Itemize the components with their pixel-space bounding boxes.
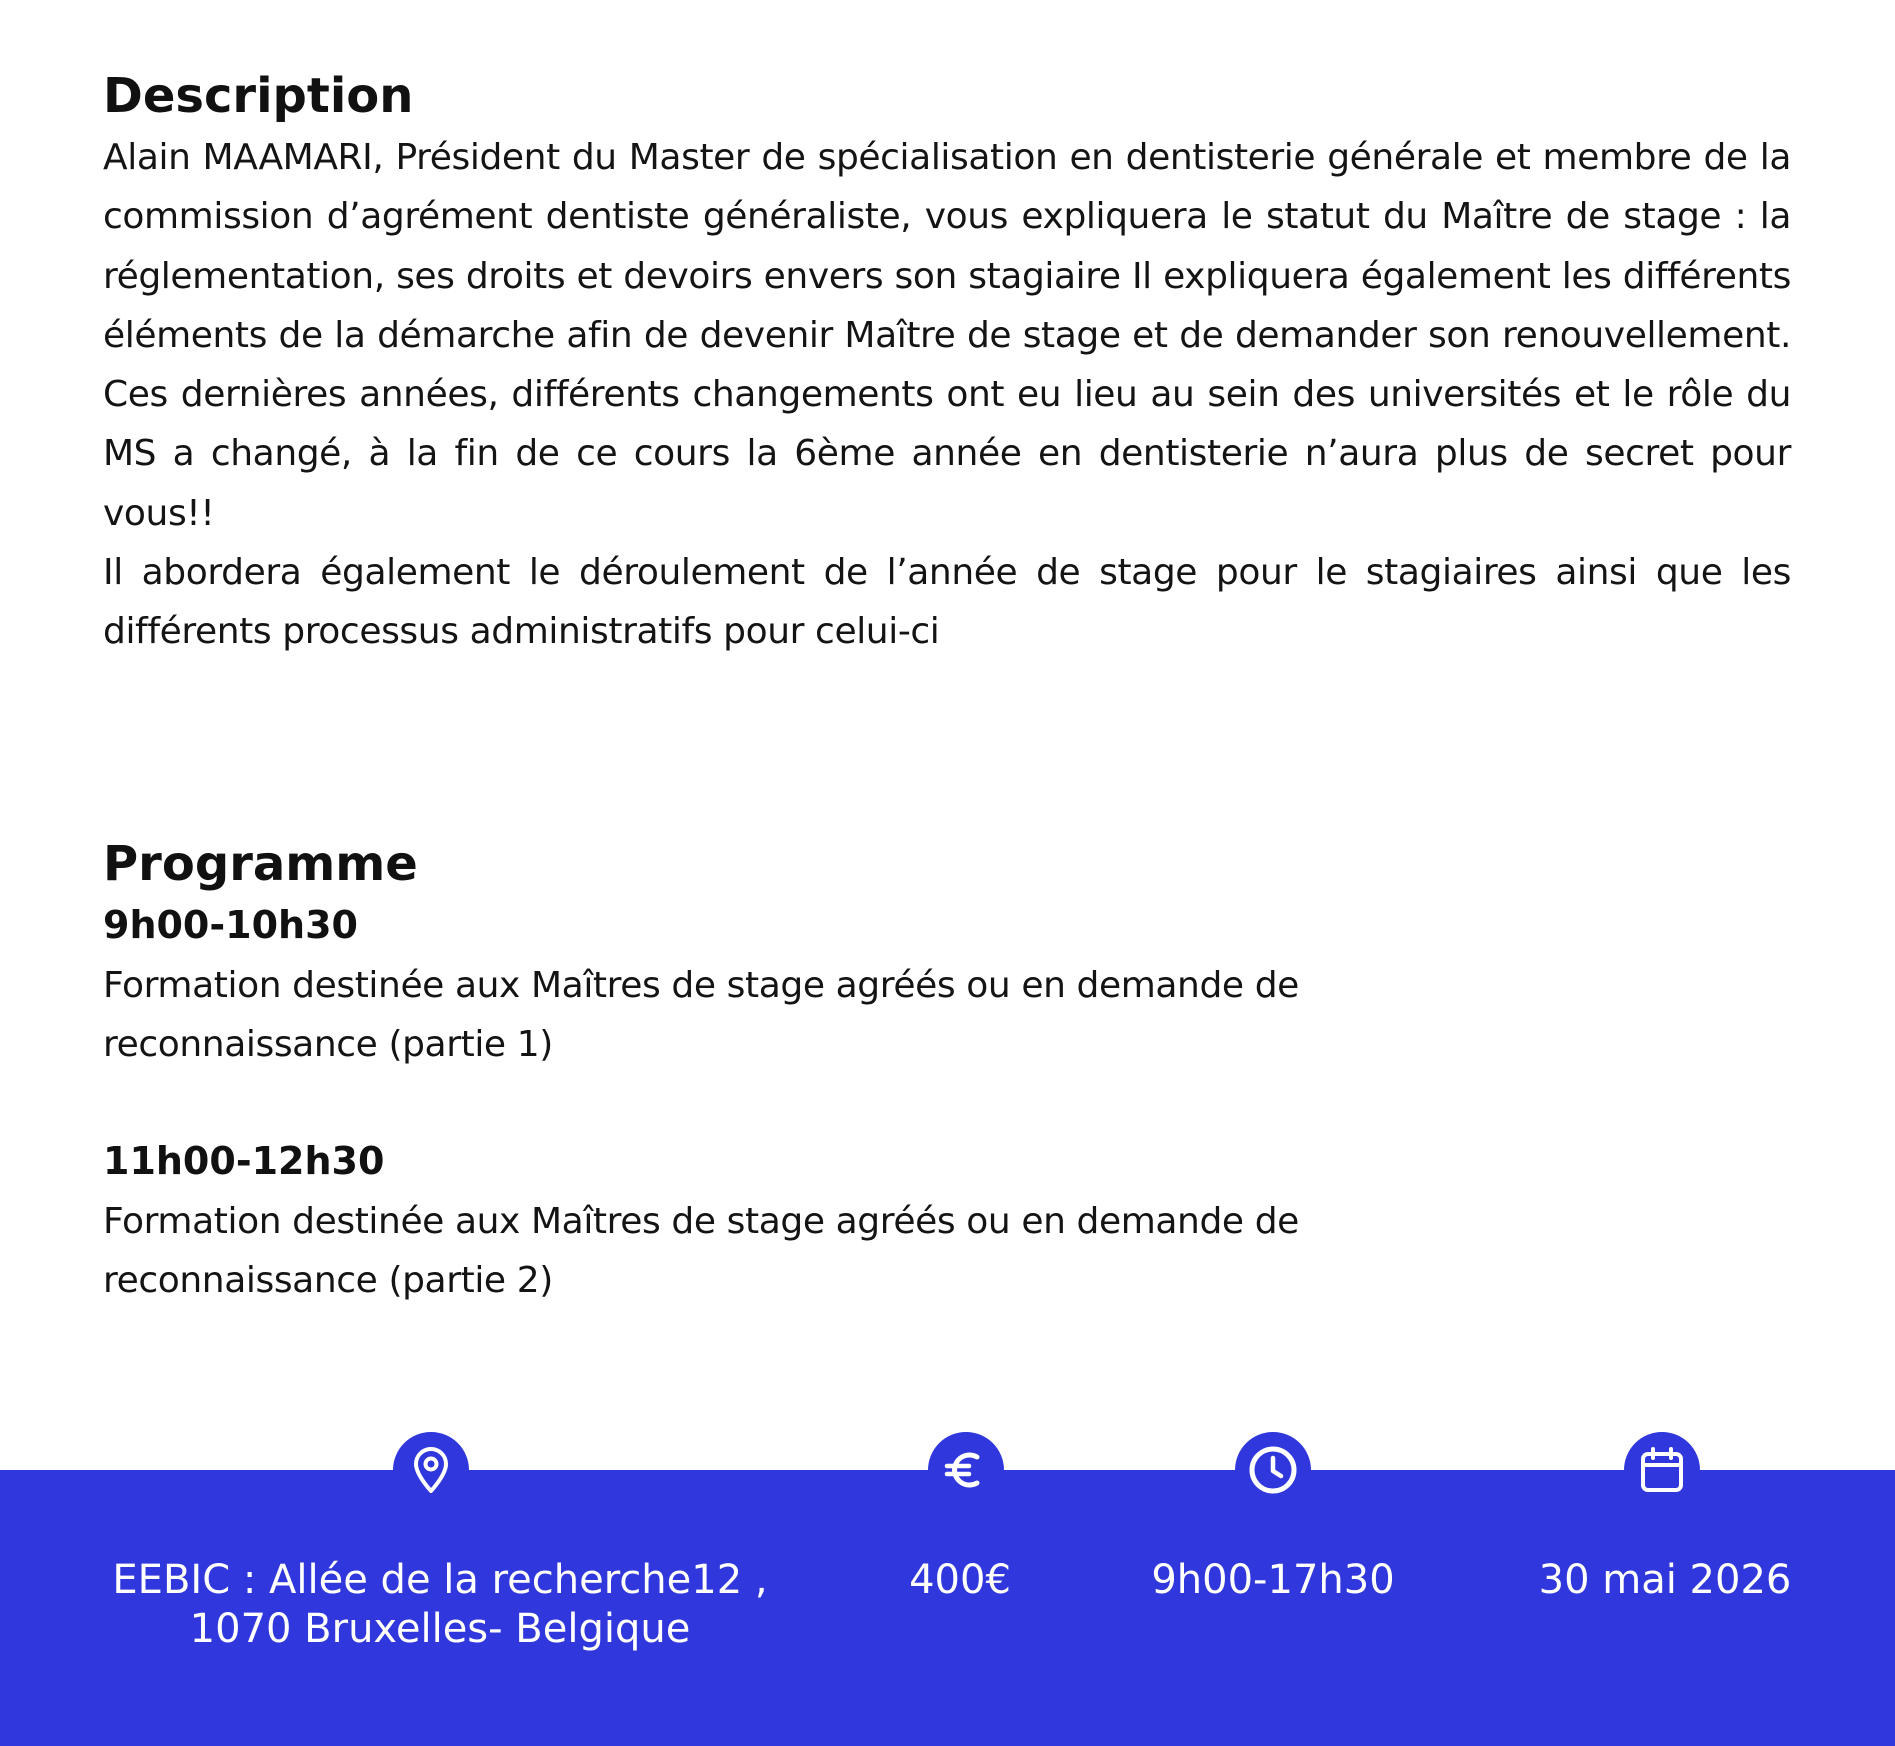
event-location [40, 1556, 840, 1654]
event-date: 30 mai 2026 [1538, 1557, 1792, 1603]
map-pin-icon [393, 1432, 469, 1508]
calendar-icon [1624, 1432, 1700, 1508]
location-line: 1070 Bruxelles- Belgique [189, 1606, 691, 1652]
description-paragraph: Il abordera également le déroulement de l’année de stage pour le stagiaires ainsi que les différents processus administratifs pour celui-ci [103, 552, 1791, 653]
programme-slot-time: 9h00-10h30 [103, 903, 358, 947]
euro-icon [928, 1432, 1004, 1508]
programme-slot-description: Formation destinée aux Maîtres de stage agréés ou en demande de reconnaissance (partie 1) [103, 965, 1299, 1065]
programme-slot-description: Formation destinée aux Maîtres de stage agréés ou en demande de reconnaissance (partie 2) [103, 1201, 1299, 1301]
programme-slot-time: 11h00-12h30 [103, 1139, 385, 1183]
description-body [103, 128, 1791, 662]
description-title: Description [103, 68, 414, 124]
programme-title: Programme [103, 836, 418, 892]
event-hours: 9h00-17h30 [1151, 1557, 1395, 1603]
event-price: 400€ [909, 1557, 1011, 1603]
description-paragraph: Alain MAAMARI, Président du Master de spécialisation en dentisterie générale et membre de la commission d’agrément dentiste généraliste, vous expliquera le statut du Maître de stage : la réglementation, ses droits et devoirs envers son stagiaire Il expliquera également les différents éléments de la démarche afin de devenir Maître de stage et de demander son renouvellement. Ces dernières années, différents changements ont eu lieu au sein des universités et le rôle du MS a changé, à la fin de ce cours la 6ème année en dentisterie n’aura plus de secret pour vous!! [103, 137, 1791, 534]
location-line: EEBIC : Allée de la recherche12 , [112, 1557, 768, 1603]
clock-icon [1235, 1432, 1311, 1508]
